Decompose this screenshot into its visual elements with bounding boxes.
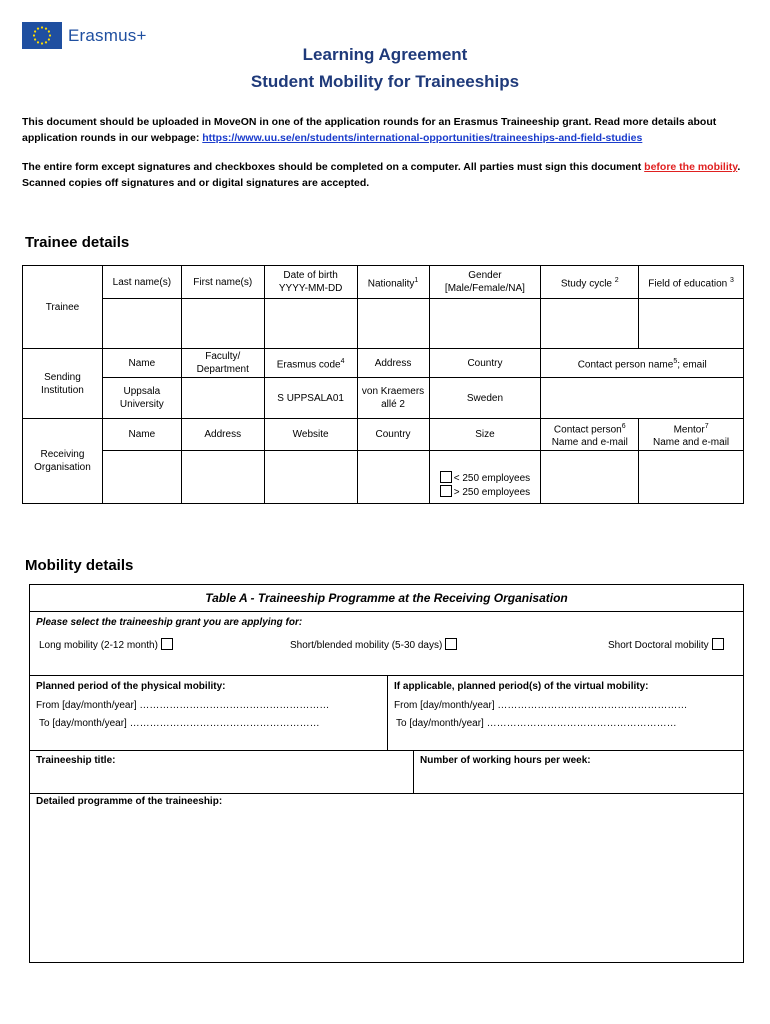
receiving-contact-sub: Name and e-mail — [551, 437, 628, 449]
divider — [30, 750, 743, 751]
receiving-organisation-label: Receiving Organisation — [34, 449, 91, 474]
virtual-to-field[interactable]: To [day/month/year] ………………………………………………… — [396, 718, 677, 729]
receiving-input-row — [23, 451, 744, 504]
working-hours-label[interactable]: Number of working hours per week: — [420, 755, 591, 766]
receiving-contact-input[interactable] — [541, 451, 639, 504]
size-option-small[interactable] — [432, 471, 539, 485]
mobility-details-heading: Mobility details — [25, 557, 134, 574]
dob-label: Date of birth — [283, 270, 338, 281]
mentor-input[interactable] — [639, 451, 744, 504]
checkbox-icon[interactable] — [445, 638, 457, 650]
erasmus-code-label: Erasmus code — [276, 359, 341, 371]
sending-address-value: von Kraemers allé 2 — [357, 378, 429, 419]
last-name-header: Last name(s) — [102, 266, 181, 299]
trainee-label-cell — [23, 266, 103, 349]
sending-label-cell — [23, 349, 103, 419]
size-option-large-label: > 250 employees — [453, 487, 531, 499]
checkbox-icon[interactable] — [440, 471, 452, 483]
physical-period-label: Planned period of the physical mobility: — [36, 681, 226, 692]
faculty-input[interactable] — [181, 378, 264, 419]
sending-country-value: Sweden — [429, 378, 541, 419]
grant-select-prompt: Please select the traineeship grant you are applying for: — [36, 617, 303, 628]
study-cycle-label: Study cycle — [560, 278, 612, 290]
physical-from-field[interactable]: From [day/month/year] ………………………………………………… — [36, 700, 330, 711]
size-options-cell — [429, 451, 541, 504]
field-education-footnote: 3 — [729, 276, 734, 284]
checkbox-icon[interactable] — [440, 485, 452, 497]
erasmus-code-footnote: 4 — [340, 357, 345, 365]
sending-contact-footnote: 5 — [673, 357, 678, 365]
mentor-footnote: 7 — [704, 423, 709, 430]
field-education-header — [639, 266, 744, 299]
document-subtitle: Student Mobility for Traineeships — [250, 72, 520, 91]
checkbox-icon[interactable] — [712, 638, 724, 650]
erasmus-code-value: S UPPSALA01 — [264, 378, 357, 419]
intro-text-2: The entire form except signatures and checkboxes should be completed on a computer. All parties must sign this document — [22, 161, 645, 173]
trainee-header-row — [23, 266, 744, 299]
nationality-input[interactable] — [357, 299, 429, 349]
virtual-from-field[interactable]: From [day/month/year] ………………………………………………… — [394, 700, 688, 711]
mentor-header — [639, 419, 744, 451]
gender-header — [429, 266, 541, 299]
option-short-blended[interactable] — [290, 638, 457, 651]
option-short-doctoral[interactable] — [608, 638, 724, 651]
intro-paragraph-2 — [22, 159, 757, 191]
sending-institution-label: Sending Institution — [41, 371, 84, 396]
receiving-country-input[interactable] — [357, 451, 429, 504]
virtual-period-label: If applicable, planned period(s) of the virtual mobility: — [394, 681, 649, 692]
sending-name-value: Uppsala University — [102, 378, 181, 419]
divider — [387, 675, 388, 750]
study-cycle-header — [541, 266, 639, 299]
sending-contact-header — [541, 349, 744, 378]
receiving-country-header: Country — [357, 419, 429, 451]
nationality-footnote: 1 — [414, 276, 419, 284]
size-header: Size — [429, 419, 541, 451]
physical-to-field[interactable]: To [day/month/year] ………………………………………………… — [39, 718, 320, 729]
before-mobility-emphasis: before the mobility — [644, 161, 738, 173]
receiving-contact-header — [541, 419, 639, 451]
traineeship-title-label[interactable]: Traineeship title: — [36, 755, 116, 766]
table-a-title: Table A - Traineeship Programme at the Receiving Organisation — [30, 585, 743, 612]
detailed-programme-label[interactable]: Detailed programme of the traineeship: — [36, 796, 223, 807]
size-option-large[interactable] — [432, 485, 539, 499]
intro-text-1: This document should be uploaded in MoveON in one of the application rounds for an Erasmus Traineeship grant. Read more details about application rounds in our webpage: — [22, 116, 717, 144]
option-long-mobility[interactable] — [39, 638, 173, 651]
faculty-header: Faculty/ Department — [181, 349, 264, 378]
sending-country-header: Country — [429, 349, 541, 378]
erasmus-brand-text: Erasmus+ — [68, 25, 147, 45]
webpage-link[interactable]: https://www.uu.se/en/students/international-opportunities/traineeships-and-field-studies — [202, 132, 643, 144]
nationality-label: Nationality — [367, 278, 415, 290]
option-doctoral-label: Short Doctoral mobility — [608, 640, 709, 651]
receiving-header-row — [23, 419, 744, 451]
dob-input[interactable] — [264, 299, 357, 349]
receiving-name-header: Name — [102, 419, 181, 451]
intro-text-2-end: . Scanned copies off signatures and or digital signatures are accepted. — [22, 161, 741, 189]
intro-paragraph-1 — [22, 114, 757, 146]
checkbox-icon[interactable] — [161, 638, 173, 650]
website-header: Website — [264, 419, 357, 451]
divider — [30, 793, 743, 794]
sending-address-header: Address — [357, 349, 429, 378]
mentor-label: Mentor — [673, 424, 705, 436]
sending-contact-tail: ; email — [677, 359, 707, 371]
dob-header — [264, 266, 357, 299]
gender-label: Gender — [468, 270, 502, 281]
table-a — [29, 584, 744, 963]
receiving-label-cell — [23, 419, 103, 504]
erasmus-code-header — [264, 349, 357, 378]
field-education-label: Field of education — [648, 278, 728, 290]
receiving-contact-label: Contact person — [553, 424, 622, 436]
size-option-small-label: < 250 employees — [453, 473, 531, 485]
mentor-sub: Name and e-mail — [653, 437, 730, 449]
gender-options: [Male/Female/NA] — [444, 283, 525, 294]
divider — [413, 750, 414, 793]
receiving-address-input[interactable] — [181, 451, 264, 504]
first-name-header: First name(s) — [181, 266, 264, 299]
receiving-contact-footnote: 6 — [621, 423, 626, 430]
trainee-label: Trainee — [45, 301, 80, 313]
gender-input[interactable] — [429, 299, 541, 349]
option-long-label: Long mobility (2-12 month) — [39, 640, 158, 651]
sending-header-row — [23, 349, 744, 378]
sending-value-row — [23, 378, 744, 419]
nationality-header — [357, 266, 429, 299]
dob-format: YYYY-MM-DD — [278, 283, 343, 294]
field-education-input[interactable] — [639, 299, 744, 349]
trainee-details-table — [22, 265, 744, 504]
receiving-name-input[interactable] — [102, 451, 181, 504]
trainee-details-heading: Trainee details — [25, 234, 130, 251]
study-cycle-input[interactable] — [541, 299, 639, 349]
first-name-input[interactable] — [181, 299, 264, 349]
trainee-input-row — [23, 299, 744, 349]
receiving-address-header: Address — [181, 419, 264, 451]
study-cycle-footnote: 2 — [614, 276, 619, 284]
website-input[interactable] — [264, 451, 357, 504]
sending-contact-input[interactable] — [541, 378, 744, 419]
sending-name-header: Name — [102, 349, 181, 378]
document-title: Learning Agreement — [302, 45, 468, 64]
last-name-input[interactable] — [102, 299, 181, 349]
sending-contact-label: Contact person name — [577, 359, 674, 371]
option-short-label: Short/blended mobility (5-30 days) — [290, 640, 443, 651]
